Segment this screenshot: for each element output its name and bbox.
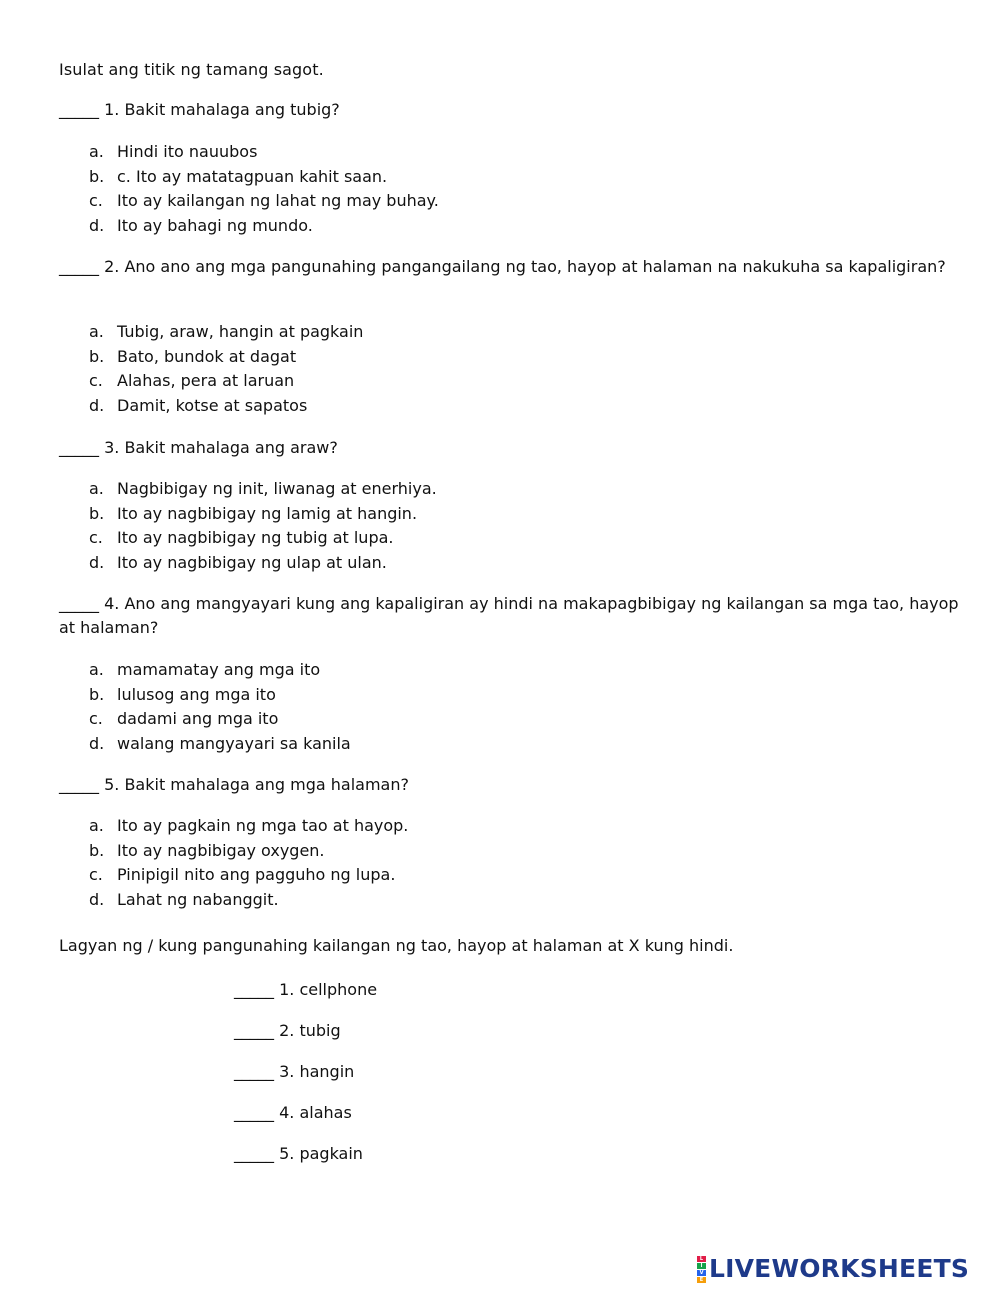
choice-letter: b. <box>89 346 105 366</box>
choice-letter: d. <box>89 552 105 572</box>
choice-text: c. Ito ay matatagpuan kahit saan. <box>117 166 388 186</box>
choice-item <box>89 477 929 502</box>
choice-text: dadami ang mga ito <box>117 709 279 729</box>
choice-letter: a. <box>89 816 104 835</box>
check-item <box>234 1142 377 1183</box>
choice-item <box>89 707 929 732</box>
answer-blank[interactable]: _____ <box>234 1144 274 1163</box>
choice-letter: c. <box>89 709 103 729</box>
choice-text: Ito ay pagkain ng mga tao at hayop. <box>117 816 409 835</box>
choice-letter: c. <box>89 528 103 548</box>
choices-list-3 <box>89 477 929 575</box>
check-item-label: 2. tubig <box>279 1021 341 1040</box>
check-item <box>234 1060 377 1101</box>
question-2 <box>59 255 959 279</box>
choice-letter: a. <box>89 322 104 341</box>
question-4 <box>59 592 959 640</box>
answer-blank[interactable]: _____ <box>59 100 99 119</box>
choice-text: walang mangyayari sa kanila <box>117 733 351 753</box>
logo-block: L <box>697 1256 706 1262</box>
choice-letter: c. <box>89 865 103 885</box>
choice-text: mamamatay ang mga ito <box>117 660 321 679</box>
choice-item <box>89 502 929 527</box>
choice-letter: b. <box>89 840 105 860</box>
choice-text: Ito ay nagbibigay ng lamig at hangin. <box>117 503 418 523</box>
choices-list-2 <box>89 320 929 418</box>
check-item-label: 1. cellphone <box>279 980 378 999</box>
choice-letter: a. <box>89 142 104 161</box>
question-1 <box>59 98 959 122</box>
choice-item <box>89 345 929 370</box>
choice-text: Ito ay kailangan ng lahat ng may buhay. <box>117 191 439 211</box>
choice-text: Nagbibigay ng init, liwanag at enerhiya. <box>117 479 437 498</box>
answer-blank[interactable]: _____ <box>234 1021 274 1040</box>
choice-text: Pinipigil nito ang pagguho ng lupa. <box>117 865 396 885</box>
question-label: 3. Bakit mahalaga ang araw? <box>104 438 338 457</box>
answer-blank[interactable]: _____ <box>234 1103 274 1122</box>
answer-blank[interactable]: _____ <box>59 257 99 276</box>
choice-item <box>89 320 929 345</box>
choice-item <box>89 732 929 757</box>
question-label: 2. Ano ano ang mga pangunahing pangangailang ng tao, hayop at halaman na nakukuha sa kapaligiran? <box>104 257 946 276</box>
logo-block: V <box>697 1270 706 1276</box>
question-3 <box>59 436 959 460</box>
question-text <box>59 592 959 640</box>
answer-blank[interactable]: _____ <box>59 438 99 457</box>
question-label: 5. Bakit mahalaga ang mga halaman? <box>104 775 409 794</box>
choice-item <box>89 189 929 214</box>
choice-letter: b. <box>89 166 105 186</box>
choice-item <box>89 551 929 576</box>
logo-text: LIVEWORKSHEETS <box>709 1254 970 1283</box>
logo-blocks-icon <box>697 1256 706 1283</box>
choice-text: Ito ay nagbibigay oxygen. <box>117 840 325 860</box>
choice-item <box>89 814 929 839</box>
choice-letter: c. <box>89 191 103 211</box>
choice-letter: d. <box>89 395 105 415</box>
choice-text: Bato, bundok at dagat <box>117 346 297 366</box>
choice-text: Hindi ito nauubos <box>117 142 258 161</box>
choice-item <box>89 658 929 683</box>
check-item <box>234 1019 377 1060</box>
check-item-label: 5. pagkain <box>279 1144 363 1163</box>
choice-text: Ito ay nagbibigay ng ulap at ulan. <box>117 552 387 572</box>
check-items-list <box>234 978 377 1183</box>
choices-list-4 <box>89 658 929 756</box>
answer-blank[interactable]: _____ <box>59 775 99 794</box>
choice-letter: b. <box>89 684 105 704</box>
check-item <box>234 978 377 1019</box>
question-text <box>59 255 959 279</box>
answer-blank[interactable]: _____ <box>59 594 99 613</box>
check-item-label: 3. hangin <box>279 1062 355 1081</box>
choice-item <box>89 369 929 394</box>
logo-block: E <box>697 1277 706 1283</box>
question-text <box>59 773 959 797</box>
choice-item <box>89 214 929 239</box>
choice-item <box>89 863 929 888</box>
question-label: 1. Bakit mahalaga ang tubig? <box>104 100 340 119</box>
choice-text: Alahas, pera at laruan <box>117 371 295 391</box>
answer-blank[interactable]: _____ <box>234 980 274 999</box>
choice-item <box>89 888 929 913</box>
answer-blank[interactable]: _____ <box>234 1062 274 1081</box>
choice-letter: d. <box>89 733 105 753</box>
choice-text: Ito ay nagbibigay ng tubig at lupa. <box>117 528 394 548</box>
check-item <box>234 1101 377 1142</box>
choice-letter: c. <box>89 371 103 391</box>
choice-text: Ito ay bahagi ng mundo. <box>117 215 313 235</box>
choice-item <box>89 165 929 190</box>
question-text <box>59 98 959 122</box>
instruction-text: Isulat ang titik ng tamang sagot. <box>59 60 324 79</box>
choice-item <box>89 394 929 419</box>
choice-letter: a. <box>89 660 104 679</box>
choice-item <box>89 526 929 551</box>
choice-letter: d. <box>89 215 105 235</box>
choice-letter: a. <box>89 479 104 498</box>
choice-item <box>89 140 929 165</box>
choice-text: Damit, kotse at sapatos <box>117 395 308 415</box>
liveworksheets-logo <box>697 1254 969 1284</box>
check-item-label: 4. alahas <box>279 1103 352 1122</box>
question-5 <box>59 773 959 797</box>
choice-letter: b. <box>89 503 105 523</box>
choice-letter: d. <box>89 889 105 909</box>
choices-list-5 <box>89 814 929 912</box>
check-instruction: Lagyan ng / kung pangunahing kailangan ng tao, hayop at halaman at X kung hindi. <box>59 936 734 955</box>
choice-text: lulusog ang mga ito <box>117 684 276 704</box>
choice-item <box>89 839 929 864</box>
choices-list-1 <box>89 140 929 238</box>
choice-text: Lahat ng nabanggit. <box>117 889 279 909</box>
question-text <box>59 436 959 460</box>
question-label: 4. Ano ang mangyayari kung ang kapaligiran ay hindi na makapagbibigay ng kailangan sa mga tao, hayop at halaman? <box>59 594 959 637</box>
choice-text: Tubig, araw, hangin at pagkain <box>117 322 364 341</box>
logo-block: I <box>697 1263 706 1269</box>
choice-item <box>89 683 929 708</box>
